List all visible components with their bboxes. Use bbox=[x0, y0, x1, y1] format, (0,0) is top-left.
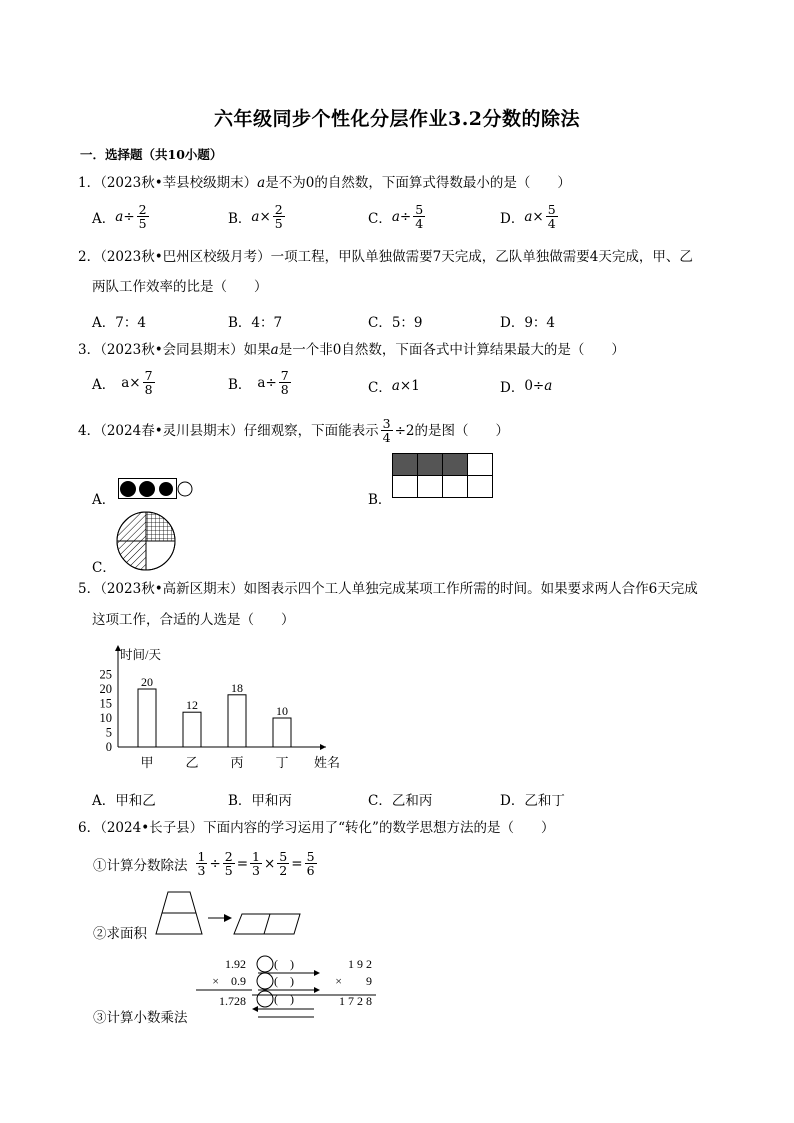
x-tick-label: 乙 bbox=[185, 755, 199, 770]
denominator: 5 bbox=[224, 863, 233, 878]
operator: ÷ bbox=[123, 208, 135, 225]
operator: ÷ bbox=[399, 208, 412, 225]
fraction bbox=[137, 203, 149, 230]
bar-value-label: 20 bbox=[141, 675, 153, 689]
denominator: 2 bbox=[279, 863, 288, 878]
operator: × bbox=[263, 855, 276, 872]
mult-line-f: 1 7 2 8 bbox=[339, 994, 372, 1008]
q1-option-b[interactable] bbox=[228, 203, 287, 230]
q5-option-b[interactable]: B．甲和丙 bbox=[228, 793, 292, 809]
chart-axes bbox=[100, 645, 341, 770]
q6-equation bbox=[194, 850, 319, 877]
q6-decimal-multiplication bbox=[196, 953, 380, 1021]
denominator: 8 bbox=[144, 382, 153, 397]
numerator: 5 bbox=[415, 202, 424, 217]
x-axis-label: 姓名 bbox=[314, 755, 341, 770]
numerator: 5 bbox=[547, 202, 556, 217]
q2-option-c[interactable]: C．5：9 bbox=[368, 315, 423, 331]
q4-text-b: ÷2的是图（ ） bbox=[394, 422, 510, 439]
operator: = bbox=[291, 855, 303, 872]
q3-option-a[interactable] bbox=[92, 369, 157, 396]
numerator: 1 bbox=[197, 849, 206, 864]
q2-option-b[interactable]: B．4：7 bbox=[228, 315, 283, 331]
numerator: 5 bbox=[306, 849, 315, 864]
q1-var: a bbox=[257, 175, 266, 191]
denominator: 4 bbox=[547, 216, 556, 231]
chart-bars bbox=[138, 675, 291, 770]
q2-option-d[interactable]: D．9：4 bbox=[500, 315, 556, 331]
q1-var: a bbox=[115, 208, 124, 225]
numerator: 2 bbox=[274, 202, 283, 217]
question-1-stem bbox=[78, 174, 571, 192]
fraction bbox=[196, 850, 208, 877]
fraction bbox=[143, 369, 155, 396]
y-tick-label: 15 bbox=[99, 696, 112, 711]
q3-text: 是一个非0自然数，下面各式中计算结果最大的是（ ） bbox=[278, 342, 625, 358]
mult-line-d: 1 9 2 bbox=[348, 957, 372, 971]
paren-2: ( ) bbox=[274, 974, 294, 988]
q5-option-c[interactable]: C．乙和丙 bbox=[368, 793, 433, 809]
numerator: 3 bbox=[382, 416, 391, 431]
q2-option-a[interactable]: A．7：4 bbox=[92, 315, 146, 331]
fraction bbox=[279, 369, 291, 396]
q4-figure-b[interactable] bbox=[392, 453, 494, 499]
item-label: ①计算分数除法 bbox=[93, 857, 188, 874]
option-label: B． bbox=[228, 210, 252, 227]
q4-option-c-label[interactable]: C． bbox=[92, 560, 116, 576]
expression: 0÷ bbox=[524, 378, 545, 394]
denominator: 3 bbox=[197, 863, 206, 878]
expression: a× bbox=[121, 374, 141, 391]
fraction bbox=[546, 203, 558, 230]
option-label: D． bbox=[500, 210, 525, 227]
option-label: D． bbox=[500, 380, 525, 396]
q1-text: 是不为0的自然数，下面算式得数最小的是（ ） bbox=[265, 175, 571, 191]
q1-var: a bbox=[391, 208, 400, 225]
q3-source: 3．（2023秋•会同县期末）如果 bbox=[78, 342, 271, 358]
y-tick-label: 0 bbox=[105, 740, 112, 754]
q3-option-c[interactable] bbox=[368, 376, 420, 396]
q4-text-a: 4．（2024春•灵川县期末）仔细观察，下面能表示 bbox=[78, 422, 379, 439]
mult-line-a: 1.92 bbox=[225, 957, 246, 971]
numerator: 2 bbox=[138, 202, 147, 217]
numerator: 5 bbox=[279, 849, 288, 864]
x-axis-arrow bbox=[320, 744, 326, 750]
q4-figure-a[interactable] bbox=[118, 478, 198, 500]
x-tick-label: 丙 bbox=[230, 755, 244, 770]
q6-trapezoid-diagram bbox=[150, 890, 310, 938]
q6-item-1 bbox=[93, 850, 319, 877]
y-axis-label: 时间/天 bbox=[120, 648, 161, 662]
q4-option-a-label[interactable]: A． bbox=[92, 492, 116, 508]
fraction bbox=[277, 850, 289, 877]
fraction bbox=[223, 850, 235, 877]
section-heading: 一．选择题（共10小题） bbox=[80, 147, 223, 162]
numerator: 7 bbox=[280, 368, 289, 383]
q1-option-c[interactable] bbox=[368, 203, 427, 230]
fraction bbox=[250, 850, 262, 877]
y-tick-label: 25 bbox=[99, 667, 112, 682]
q3-var: a bbox=[270, 342, 279, 358]
q5-option-a[interactable]: A．甲和乙 bbox=[92, 793, 156, 809]
q1-option-d[interactable] bbox=[500, 203, 560, 230]
denominator: 8 bbox=[280, 382, 289, 397]
q3-var: a bbox=[544, 378, 553, 394]
paren-1: ( ) bbox=[274, 957, 294, 971]
q6-item-2: ②求面积 bbox=[93, 926, 147, 942]
question-4-stem bbox=[78, 417, 509, 444]
q4-figure-c[interactable] bbox=[115, 510, 177, 572]
q3-option-d[interactable] bbox=[500, 376, 552, 396]
expression: ×1 bbox=[399, 378, 420, 394]
question-2-line2: 两队工作效率的比是（ ） bbox=[92, 279, 268, 295]
question-3-stem bbox=[78, 341, 625, 359]
mult-line-b: × 0.9 bbox=[212, 974, 246, 988]
page-title: 六年级同步个性化分层作业3.2分数的除法 bbox=[213, 108, 581, 130]
question-2-line1: 2．（2023秋•巴州区校级月考）一项工程，甲队单独做需要7天完成，乙队单独做需要4天完成，甲、乙 bbox=[78, 249, 693, 265]
bar-value-label: 12 bbox=[186, 698, 198, 713]
bar-value-label: 10 bbox=[276, 704, 288, 718]
denominator: 6 bbox=[306, 863, 315, 878]
y-tick-label: 5 bbox=[105, 725, 112, 740]
y-tick-label: 10 bbox=[99, 711, 112, 725]
denominator: 4 bbox=[415, 216, 424, 231]
fraction bbox=[381, 417, 393, 444]
expression: a÷ bbox=[257, 374, 277, 391]
denominator: 5 bbox=[138, 216, 147, 231]
operator: ÷ bbox=[209, 855, 221, 872]
fraction bbox=[273, 203, 285, 230]
numerator: 1 bbox=[252, 849, 260, 864]
operator: × bbox=[259, 208, 271, 225]
q1-source: 1．（2023秋•莘县校级期末） bbox=[78, 175, 258, 191]
question-5-line2: 这项工作，合适的人选是（ ） bbox=[92, 612, 295, 628]
mult-line-e: × 9 bbox=[335, 974, 372, 988]
paren-3: ( ) bbox=[274, 992, 294, 1006]
q1-var: a bbox=[524, 208, 533, 225]
q6-item-3: ③计算小数乘法 bbox=[93, 1010, 188, 1026]
option-label: C． bbox=[368, 380, 392, 396]
q5-bar-chart bbox=[90, 643, 360, 773]
bar bbox=[183, 712, 201, 747]
bar-value-label: 18 bbox=[231, 680, 243, 695]
fraction bbox=[413, 203, 425, 230]
question-6-stem: 6．（2024•长子县）下面内容的学习运用了“转化”的数学思想方法的是（ ） bbox=[78, 820, 555, 836]
operator: × bbox=[532, 208, 544, 225]
q1-var: a bbox=[251, 208, 260, 225]
operator: = bbox=[236, 855, 249, 872]
fraction bbox=[305, 850, 317, 877]
denominator: 3 bbox=[252, 863, 260, 878]
q1-option-a[interactable] bbox=[92, 203, 151, 230]
question-5-line1: 5．（2023秋•高新区期末）如图表示四个工人单独完成某项工作所需的时间。如果要求两人合作6天完成 bbox=[78, 581, 698, 597]
numerator: 7 bbox=[144, 368, 153, 383]
q5-option-d[interactable]: D．乙和丁 bbox=[500, 793, 565, 809]
option-label: B． bbox=[228, 376, 252, 393]
option-label: A． bbox=[92, 210, 116, 227]
denominator: 5 bbox=[274, 216, 283, 231]
q4-option-b-label[interactable]: B． bbox=[368, 492, 392, 508]
numerator: 2 bbox=[224, 849, 233, 864]
denominator: 4 bbox=[382, 430, 391, 445]
mult-line-c: 1.728 bbox=[219, 994, 246, 1008]
bar bbox=[228, 695, 246, 747]
bar bbox=[138, 689, 156, 747]
y-tick-label: 20 bbox=[99, 682, 112, 696]
option-label: C． bbox=[368, 210, 392, 227]
q3-option-b[interactable] bbox=[228, 369, 293, 396]
q3-var: a bbox=[391, 378, 400, 394]
option-label: A． bbox=[92, 376, 116, 393]
bar bbox=[273, 718, 291, 747]
x-tick-label: 甲 bbox=[140, 755, 154, 770]
x-tick-label: 丁 bbox=[275, 755, 289, 770]
